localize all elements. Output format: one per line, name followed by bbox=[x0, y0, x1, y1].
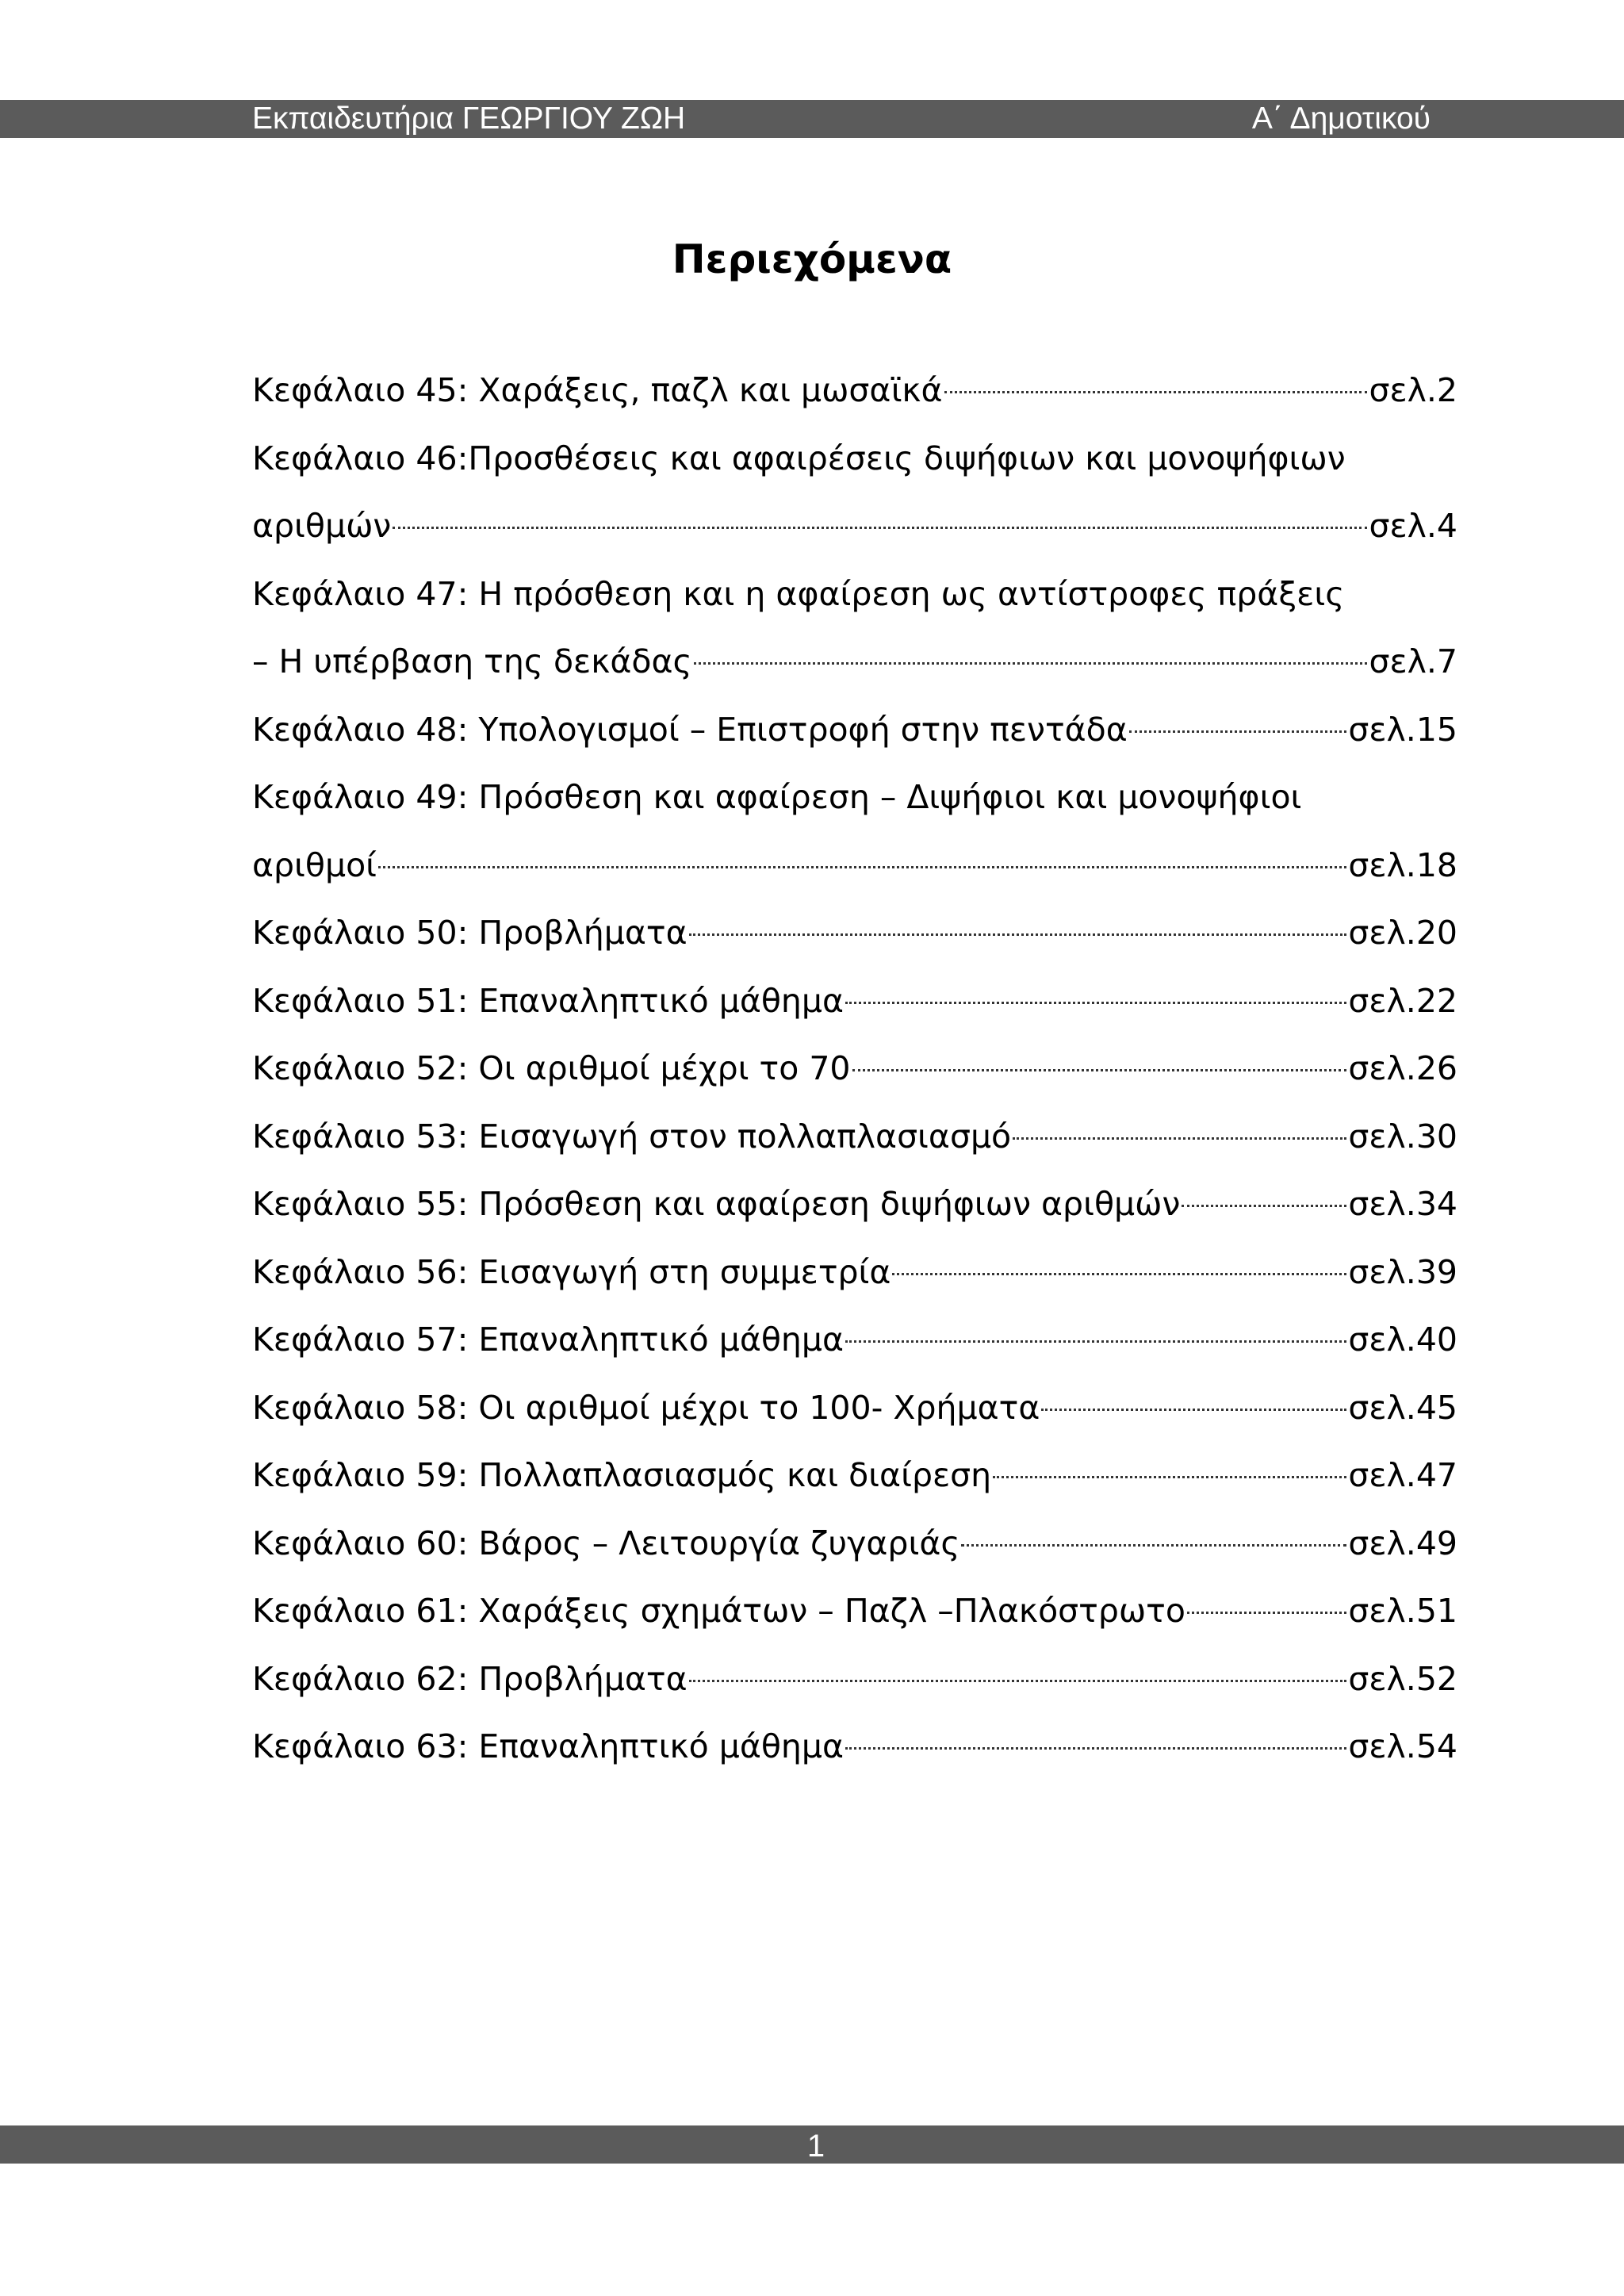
toc-entry-page: σελ.18 bbox=[1348, 845, 1457, 884]
dot-leader bbox=[1041, 1409, 1346, 1411]
dot-leader bbox=[993, 1476, 1346, 1478]
dot-leader bbox=[1129, 730, 1347, 733]
toc-entry-page: σελ.7 bbox=[1369, 642, 1457, 680]
toc-entry-title: Κεφάλαιο 51: Επαναληπτικό μάθημα bbox=[252, 981, 845, 1020]
toc-entry-title: Κεφάλαιο 45: Χαράξεις, παζλ και μωσαϊκά bbox=[252, 371, 943, 409]
page-number: 1 bbox=[806, 2129, 825, 2164]
toc-entry-page: σελ.47 bbox=[1348, 1456, 1457, 1494]
toc-entry bbox=[252, 1306, 1457, 1374]
toc-entry bbox=[252, 764, 1457, 832]
toc-entry-title: Κεφάλαιο 58: Οι αριθμοί μέχρι το 100- Χρήματα bbox=[252, 1388, 1040, 1427]
toc-entry-title: Κεφάλαιο 52: Οι αριθμοί μέχρι το 70 bbox=[252, 1049, 851, 1087]
toc-entry-title: Κεφάλαιο 56: Εισαγωγή στη συμμετρία bbox=[252, 1252, 891, 1291]
dot-leader bbox=[1013, 1137, 1346, 1140]
toc-entry-page: σελ.26 bbox=[1348, 1049, 1457, 1087]
toc-entry-title: Κεφάλαιο 49: Πρόσθεση και αφαίρεση – Διψήφιοι και μονοψήφιοι bbox=[252, 778, 1302, 816]
page-header bbox=[0, 100, 1624, 138]
school-name: Εκπαιδευτήρια ΓΕΩΡΓΙΟΥ ΖΩΗ bbox=[252, 102, 686, 136]
grade-label: Α΄ Δημοτικού bbox=[1251, 102, 1431, 136]
dot-leader bbox=[689, 1680, 1347, 1682]
toc-entry bbox=[252, 628, 1457, 696]
toc-entry-page: σελ.22 bbox=[1348, 981, 1457, 1020]
toc-entry-page: σελ.20 bbox=[1348, 914, 1457, 952]
toc-entry-title: Κεφάλαιο 55: Πρόσθεση και αφαίρεση διψήφιων αριθμών bbox=[252, 1185, 1181, 1223]
toc-entry bbox=[252, 1239, 1457, 1307]
table-of-contents bbox=[252, 357, 1457, 1781]
toc-entry-title: Κεφάλαιο 60: Βάρος – Λειτουργία ζυγαριάς bbox=[252, 1524, 960, 1562]
toc-entry bbox=[252, 1374, 1457, 1443]
dot-leader bbox=[1187, 1612, 1346, 1614]
toc-entry-page: σελ.39 bbox=[1348, 1252, 1457, 1291]
toc-entry-title: Κεφάλαιο 62: Προβλήματα bbox=[252, 1659, 688, 1698]
toc-entry-page: σελ.15 bbox=[1348, 710, 1457, 749]
toc-entry bbox=[252, 696, 1457, 765]
toc-entry-title: Κεφάλαιο 57: Επαναληπτικό μάθημα bbox=[252, 1320, 845, 1359]
toc-entry bbox=[252, 561, 1457, 629]
dot-leader bbox=[378, 866, 1346, 868]
dot-leader bbox=[845, 1340, 1346, 1343]
toc-entry-title: αριθμών bbox=[252, 507, 392, 545]
toc-entry-page: σελ.45 bbox=[1348, 1388, 1457, 1427]
toc-entry bbox=[252, 1713, 1457, 1781]
dot-leader bbox=[961, 1544, 1346, 1547]
dot-leader bbox=[892, 1273, 1346, 1275]
toc-entry bbox=[252, 832, 1457, 900]
toc-entry-title: Κεφάλαιο 53: Εισαγωγή στον πολλαπλασιασμό bbox=[252, 1117, 1012, 1156]
toc-entry-page: σελ.40 bbox=[1348, 1320, 1457, 1359]
dot-leader bbox=[689, 933, 1347, 936]
toc-entry bbox=[252, 899, 1457, 968]
toc-entry bbox=[252, 1103, 1457, 1171]
toc-entry bbox=[252, 1646, 1457, 1714]
toc-entry bbox=[252, 968, 1457, 1036]
toc-entry bbox=[252, 357, 1457, 425]
dot-leader bbox=[1182, 1205, 1346, 1207]
toc-entry-page: σελ.54 bbox=[1348, 1727, 1457, 1765]
page-title: Περιεχόμενα bbox=[672, 236, 952, 282]
toc-entry-title: αριθμοί bbox=[252, 845, 377, 884]
toc-entry-title: – Η υπέρβαση της δεκάδας bbox=[252, 642, 692, 680]
toc-entry-title: Κεφάλαιο 59: Πολλαπλασιασμός και διαίρεση bbox=[252, 1456, 992, 1494]
dot-leader bbox=[944, 391, 1368, 393]
toc-entry bbox=[252, 1171, 1457, 1239]
toc-entry bbox=[252, 1442, 1457, 1510]
dot-leader bbox=[694, 662, 1368, 665]
toc-entry-title: Κεφάλαιο 61: Χαράξεις σχημάτων – Παζλ –Πλακόστρωτο bbox=[252, 1592, 1185, 1630]
page-footer bbox=[0, 2125, 1624, 2164]
toc-entry bbox=[252, 1577, 1457, 1646]
toc-entry bbox=[252, 425, 1457, 493]
toc-entry bbox=[252, 1510, 1457, 1578]
toc-entry-title: Κεφάλαιο 48: Υπολογισμοί – Επιστροφή στην πεντάδα bbox=[252, 710, 1128, 749]
toc-entry bbox=[252, 493, 1457, 561]
toc-entry-title: Κεφάλαιο 46:Προσθέσεις και αφαιρέσεις διψήφιων και μονοψήφιων bbox=[252, 439, 1346, 477]
dot-leader bbox=[845, 1747, 1346, 1750]
toc-entry-page: σελ.49 bbox=[1348, 1524, 1457, 1562]
dot-leader bbox=[393, 527, 1367, 529]
toc-entry-page: σελ.52 bbox=[1348, 1659, 1457, 1698]
toc-entry-page: σελ.34 bbox=[1348, 1185, 1457, 1223]
toc-entry-title: Κεφάλαιο 63: Επαναληπτικό μάθημα bbox=[252, 1727, 845, 1765]
toc-entry-title: Κεφάλαιο 50: Προβλήματα bbox=[252, 914, 688, 952]
toc-entry-page: σελ.51 bbox=[1348, 1592, 1457, 1630]
dot-leader bbox=[852, 1069, 1347, 1071]
toc-entry-page: σελ.30 bbox=[1348, 1117, 1457, 1156]
toc-entry bbox=[252, 1035, 1457, 1103]
toc-entry-page: σελ.2 bbox=[1369, 371, 1457, 409]
toc-entry-page: σελ.4 bbox=[1369, 507, 1457, 545]
dot-leader bbox=[845, 1002, 1346, 1004]
toc-entry-title: Κεφάλαιο 47: Η πρόσθεση και η αφαίρεση ως αντίστροφες πράξεις bbox=[252, 574, 1345, 613]
